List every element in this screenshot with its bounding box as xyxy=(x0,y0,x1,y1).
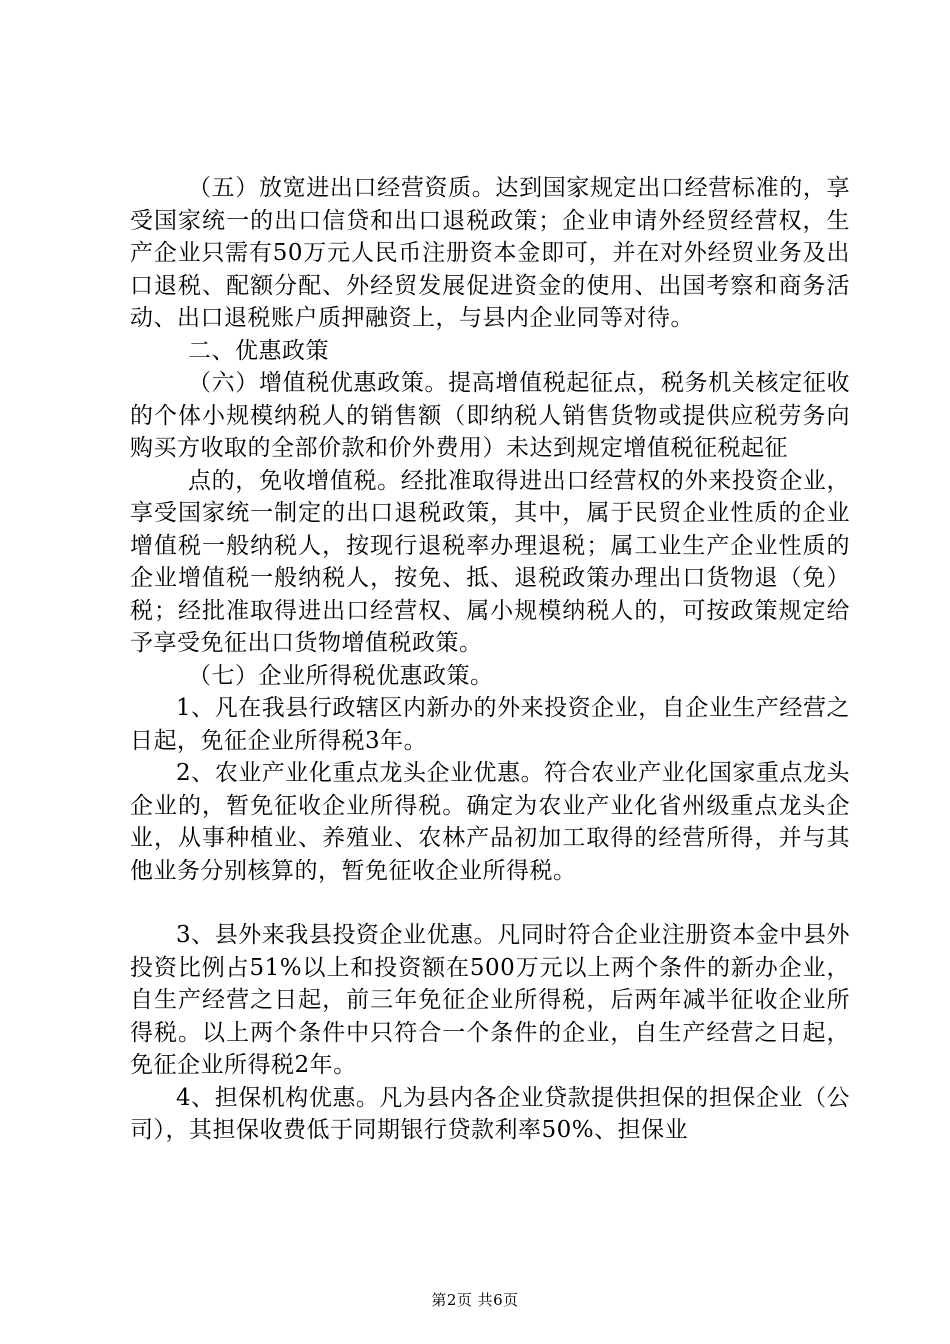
paragraph-income-tax-item-1: 1、凡在我县行政辖区内新办的外来投资企业，自企业生产经营之日起，免征企业所得税3年。 xyxy=(130,695,850,754)
paragraph-income-tax-heading: （七）企业所得税优惠政策。 xyxy=(188,662,494,689)
section-heading-preferential-policies: 二、优惠政策 xyxy=(188,337,329,364)
paragraph-export-qualification: （五）放宽进出口经营资质。达到国家规定出口经营标准的，享受国家统一的出口信贷和出口退税政策；企业申请外经贸经营权，生产企业只需有50万元人民币注册资本金即可，并在对外经贸业务及出口退税、配额分配、外经贸发展促进资金的使用、出国考察和商务活动、出口退税账户质押融资上，与县内企业同等对待。 xyxy=(130,175,850,331)
paragraph-income-tax-item-3: 3、县外来我县投资企业优惠。凡同时符合企业注册资本金中县外投资比例占51%以上和投资额在500万元以上两个条件的新办企业，自生产经营之日起，前三年免征企业所得税，后两年减半征收企业所得税。以上两个条件中只符合一个条件的企业，自生产经营之日起，免征企业所得税2年。 xyxy=(130,922,850,1078)
paragraph-vat-policy-continued: 点的，免收增值税。经批准取得进出口经营权的外来投资企业，享受国家统一制定的出口退税政策，其中，属于民贸企业性质的企业增值税一般纳税人，按现行退税率办理退税；属工业生产企业性质的企业增值税一般纳税人，按免、抵、退税政策办理出口货物退（免）税；经批准取得进出口经营权、属小规模纳税人的，可按政策规定给予享受免征出口货物增值税政策。 xyxy=(130,467,850,656)
paragraph-income-tax-item-4: 4、担保机构优惠。凡为县内各企业贷款提供担保的担保企业（公司），其担保收费低于同期银行贷款利率50%、担保业 xyxy=(130,1084,850,1143)
paragraph-income-tax-item-2: 2、农业产业化重点龙头企业优惠。符合农业产业化国家重点龙头企业的，暂免征收企业所得税。确定为农业产业化省州级重点龙头企业，从事种植业、养殖业、农林产品初加工取得的经营所得，并与其他业务分别核算的，暂免征收企业所得税。 xyxy=(130,760,850,884)
page-number-footer: 第2页 共6页 xyxy=(431,1291,519,1309)
paragraph-vat-policy: （六）增值税优惠政策。提高增值税起征点，税务机关核定征收的个体小规模纳税人的销售额（即纳税人销售货物或提供应税劳务向购买方收取的全部价款和价外费用）未达到规定增值税征税起征 xyxy=(130,370,850,461)
document-body xyxy=(130,172,850,1147)
